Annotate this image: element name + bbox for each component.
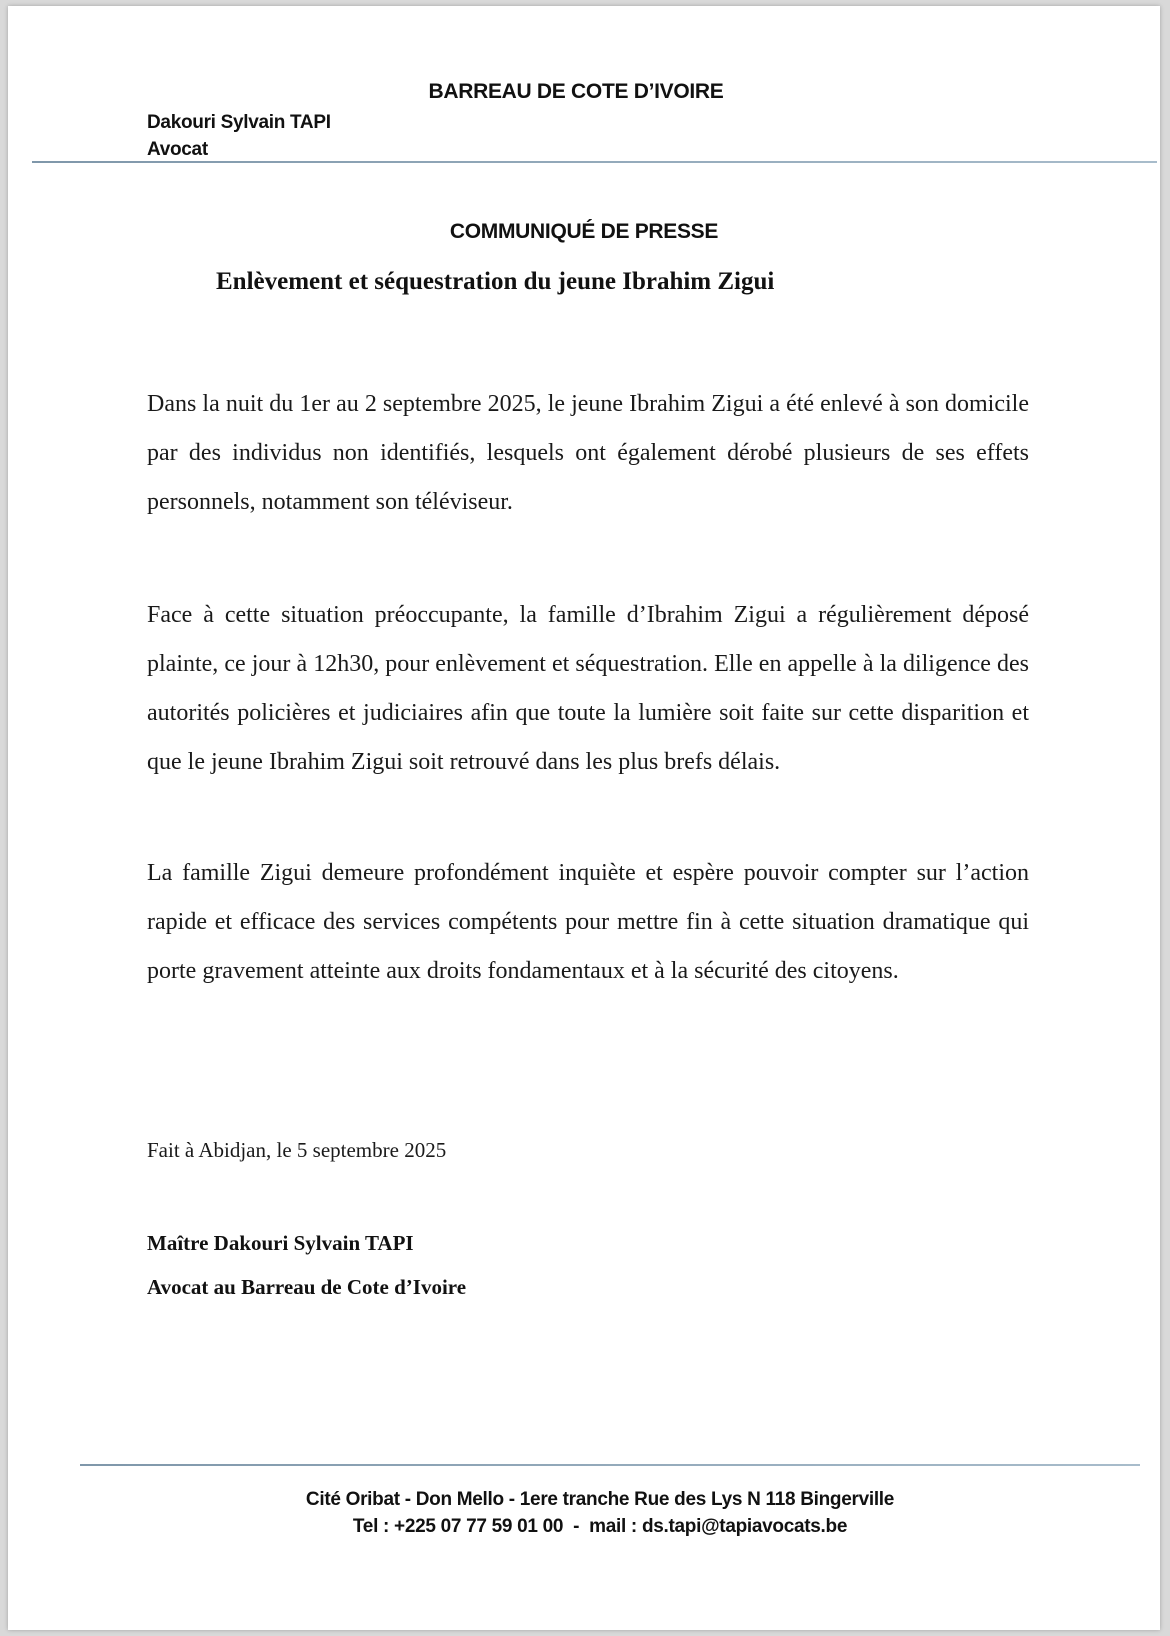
body-paragraph-2: Face à cette situation préoccupante, la famille d’Ibrahim Zigui a régulièrement déposé plainte, ce jour à 12h30, pour enlèvement et séquestration. Elle en appelle à la diligence des autorités policières et judiciaires afin que toute la lumière soit faite sur cette disparition et que le jeune Ibrahim Zigui soit retrouvé dans les plus brefs délais. — [147, 602, 1029, 775]
body-paragraph-3: La famille Zigui demeure profondément inquiète et espère pouvoir compter sur l’action rapide et efficace des services compétents pour mettre fin à cette situation dramatique qui porte gravement atteinte aux droits fondamentaux et à la sécurité des citoyens. — [147, 860, 1029, 984]
footer-address: Cité Oribat - Don Mello - 1ere tranche Rue des Lys N 118 Bingerville — [305, 1489, 895, 1510]
bar-name-header: BARREAU DE COTE D’IVOIRE — [428, 80, 724, 103]
header-divider — [32, 161, 1157, 163]
letterhead-lawyer-title: Avocat — [147, 139, 208, 160]
place-and-date: Fait à Abidjan, le 5 septembre 2025 — [147, 1138, 447, 1162]
footer-divider — [80, 1464, 1140, 1466]
footer-contact: Tel : +225 07 77 59 01 00 - mail : ds.tapi@tapiavocats.be — [352, 1516, 848, 1537]
press-release-subject: Enlèvement et séquestration du jeune Ibrahim Zigui — [216, 268, 775, 295]
letterhead-lawyer-name: Dakouri Sylvain TAPI — [147, 112, 331, 133]
signature-title: Avocat au Barreau de Cote d’Ivoire — [147, 1275, 467, 1299]
signature-name: Maître Dakouri Sylvain TAPI — [147, 1231, 414, 1255]
document-page — [8, 6, 1160, 1630]
body-paragraph-1: Dans la nuit du 1er au 2 septembre 2025, le jeune Ibrahim Zigui a été enlevé à son domicile par des individus non identifiés, lesquels ont également dérobé plusieurs de ses effets personnels, notamment son téléviseur. — [147, 391, 1029, 515]
press-release-heading: COMMUNIQUÉ DE PRESSE — [449, 220, 719, 243]
